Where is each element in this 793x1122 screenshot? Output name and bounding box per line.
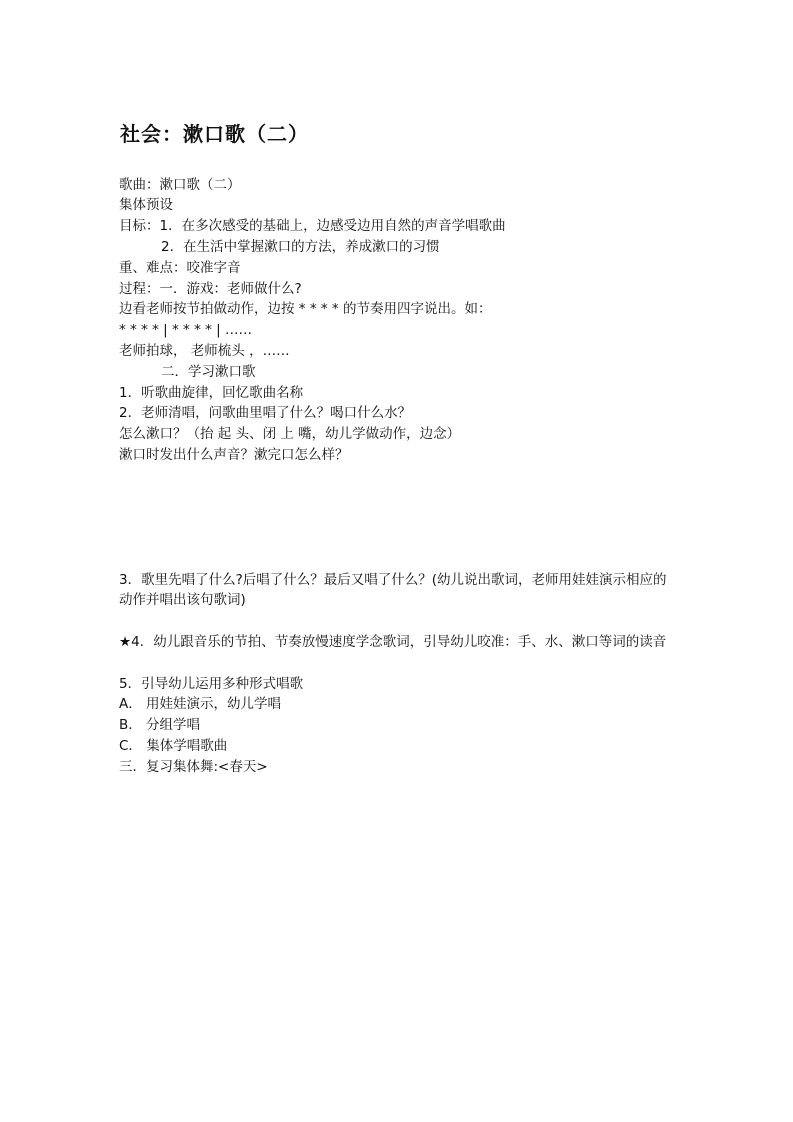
key-points-line: 重、难点：咬准字音 [119,260,241,276]
goal-line-2: 2．在生活中掌握漱口的方法，养成漱口的习惯 [161,239,440,255]
how-to-rinse-line: 怎么漱口？（抬 起 头、闭 上 嘴，幼儿学做动作，边念） [119,426,461,442]
process-step-2: 二．学习漱口歌 [161,364,256,380]
step-3-paragraph: 3．歌里先唱了什么?后唱了什么？最后又唱了什么？(幼儿说出歌词，老师用娃娃演示相应的动作并唱出该句歌词) [119,572,667,608]
step-5-line: 5．引导幼儿运用多种形式唱歌 [119,676,304,692]
process-step-1: 过程：一．游戏：老师做什么? [119,281,302,297]
sound-question-line: 漱口时发出什么声音？漱完口怎么样？ [119,447,349,463]
example-line: 老师拍球， 老师梳头 ，…… [119,343,290,359]
step-1-line: 1．听歌曲旋律，回忆歌曲名称 [119,385,304,401]
goal-line-1: 目标：1．在多次感受的基础上，边感受边用自然的声音学唱歌曲 [119,218,506,234]
option-b-line: B． 分组学唱 [119,717,201,733]
mode-line: 集体预设 [119,197,173,213]
process-step-1-desc: 边看老师按节拍做动作，边按 * * * * 的节奏用四字说出。如： [119,301,492,317]
option-a-line: A． 用娃娃演示，幼儿学唱 [119,696,282,712]
step-2-line: 2．老师清唱，问歌曲里唱了什么？喝口什么水？ [119,405,412,421]
rhythm-line: * * * * | * * * * | …… [119,322,253,338]
page-title: 社会：漱口歌（二） [120,122,309,146]
process-step-3: 三．复习集体舞:<春天> [119,759,268,775]
step-4-paragraph: ★4．幼儿跟音乐的节拍、节奏放慢速度学念歌词，引导幼儿咬准：手、水、漱口等词的读音 [119,634,667,650]
song-line: 歌曲：漱口歌（二） [119,177,241,193]
option-c-line: C． 集体学唱歌曲 [119,738,228,754]
